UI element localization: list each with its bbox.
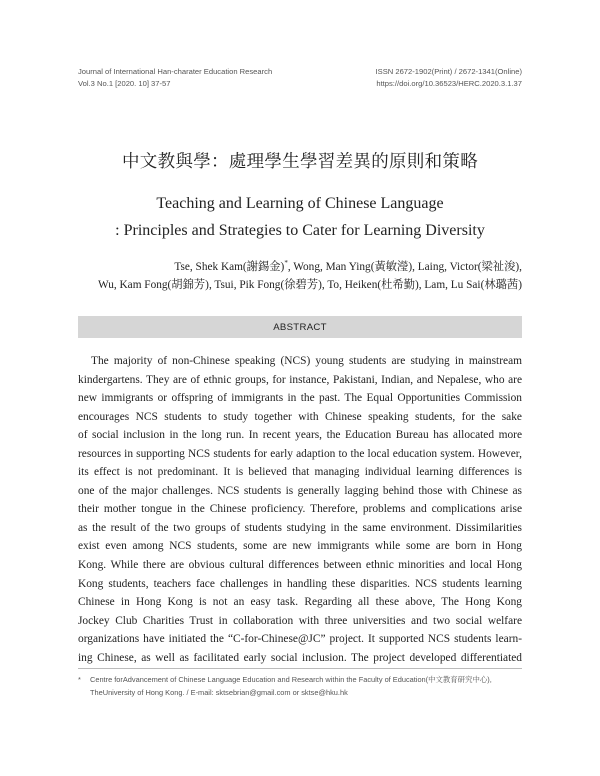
abstract-line: Chinese in Hong Kong is not an easy task. Regarding all these above, The Hong Kong [78,596,522,609]
abstract-body [78,352,522,667]
abstract-line: encourages NCS students to study together with Chinese speaking students, for the sake [78,410,522,423]
abstract-line: Kong students, teachers face challenges in handling these disparities. NCS students learning [78,577,522,590]
abstract-line: organizations have initiated the “C-for-Chinese@JC” project. It supported NCS students learn- [78,633,522,646]
issn: ISSN 2672-1902(Print) / 2672-1341(Online) [375,67,522,76]
header-left [78,66,272,90]
abstract-line: their mother tongue in the Chinese proficiency. Therefore, problems and complications arise [78,503,522,516]
title-english-line-1: Teaching and Learning of Chinese Language [156,195,444,212]
author-first: Tse, Shek Kam(謝錫金) [174,260,285,273]
abstract-line: its effect is not predominant. It is believed that managing individual learning differences is [78,466,522,479]
abstract-line: kindergartens. They are of ethnic groups, for instance, Pakistani, Indian, and Nepalese, who are [78,373,522,386]
title-chinese: 中文教與學：處理學生學習差異的原則和策略 [122,152,478,172]
abstract-line: Jockey Club Charities Trust in collaboration with three universities and two social welfare [78,614,522,627]
author-line-2: Wu, Kam Fong(胡錦芳), Tsui, Pik Fong(徐碧芳), To, Heiken(杜希勤), Lam, Lu Sai(林璐茜) [98,278,522,291]
volume-info: Vol.3 No.1 [2020. 10] 37-57 [78,79,171,88]
header-right [376,66,522,90]
abstract-line: one of the major challenges. NCS students is generally lagging behind those with Chinese as [78,484,522,497]
footnote [78,673,522,699]
title-english-line-2: : Principles and Strategies to Cater for Learning Diversity [115,222,485,239]
author-list [78,254,522,294]
title-english [0,190,600,244]
abstract-line: of social inclusion in the long run. In recent years, the Education Bureau has allocated more [78,429,522,442]
footnote-line-1: Centre forAdvancement of Chinese Language Education and Research within the Faculty of Education(中文教育研究中心), [90,675,492,684]
abstract-line: exist even among NCS students, some are new immigrants while some are born in Hong [78,540,522,553]
footnote-mark: * [78,675,81,684]
footnote-text [78,673,522,699]
abstract-line: Kong. While there are obvious cultural differences between ethnic minorities and local Hong [78,559,522,572]
corresponding-mark: * [284,259,288,267]
abstract-line: as the result of the two groups of students studying in the same environment. Dissimilarities [78,521,522,534]
author-rest: , Wong, Man Ying(黃敏瀅), Laing, Victor(梁祉浚), [287,260,522,273]
footnote-divider [78,668,522,669]
abstract-line: new immigrants or offspring of immigrants in the past. The Equal Opportunities Commission [78,392,522,405]
journal-name: Journal of International Han-charater Education Research [78,67,273,76]
abstract-line: ing Chinese, as well as facilitated early social inclusion. The project developed differentiated [78,651,522,664]
abstract-line: The majority of non-Chinese speaking (NCS) young students are studying in mainstream [91,355,522,367]
author-line-1 [78,254,522,276]
footnote-line-2: TheUniversity of Hong Kong. / E-mail: sktsebrian@gmail.com or sktse@hku.hk [90,688,348,697]
doi-link[interactable]: https://doi.org/10.36523/HERC.2020.3.1.37 [376,79,522,88]
abstract-line: resources in supporting NCS students for early adaption to the local education system. However, [78,447,522,460]
abstract-heading: ABSTRACT [78,316,522,338]
